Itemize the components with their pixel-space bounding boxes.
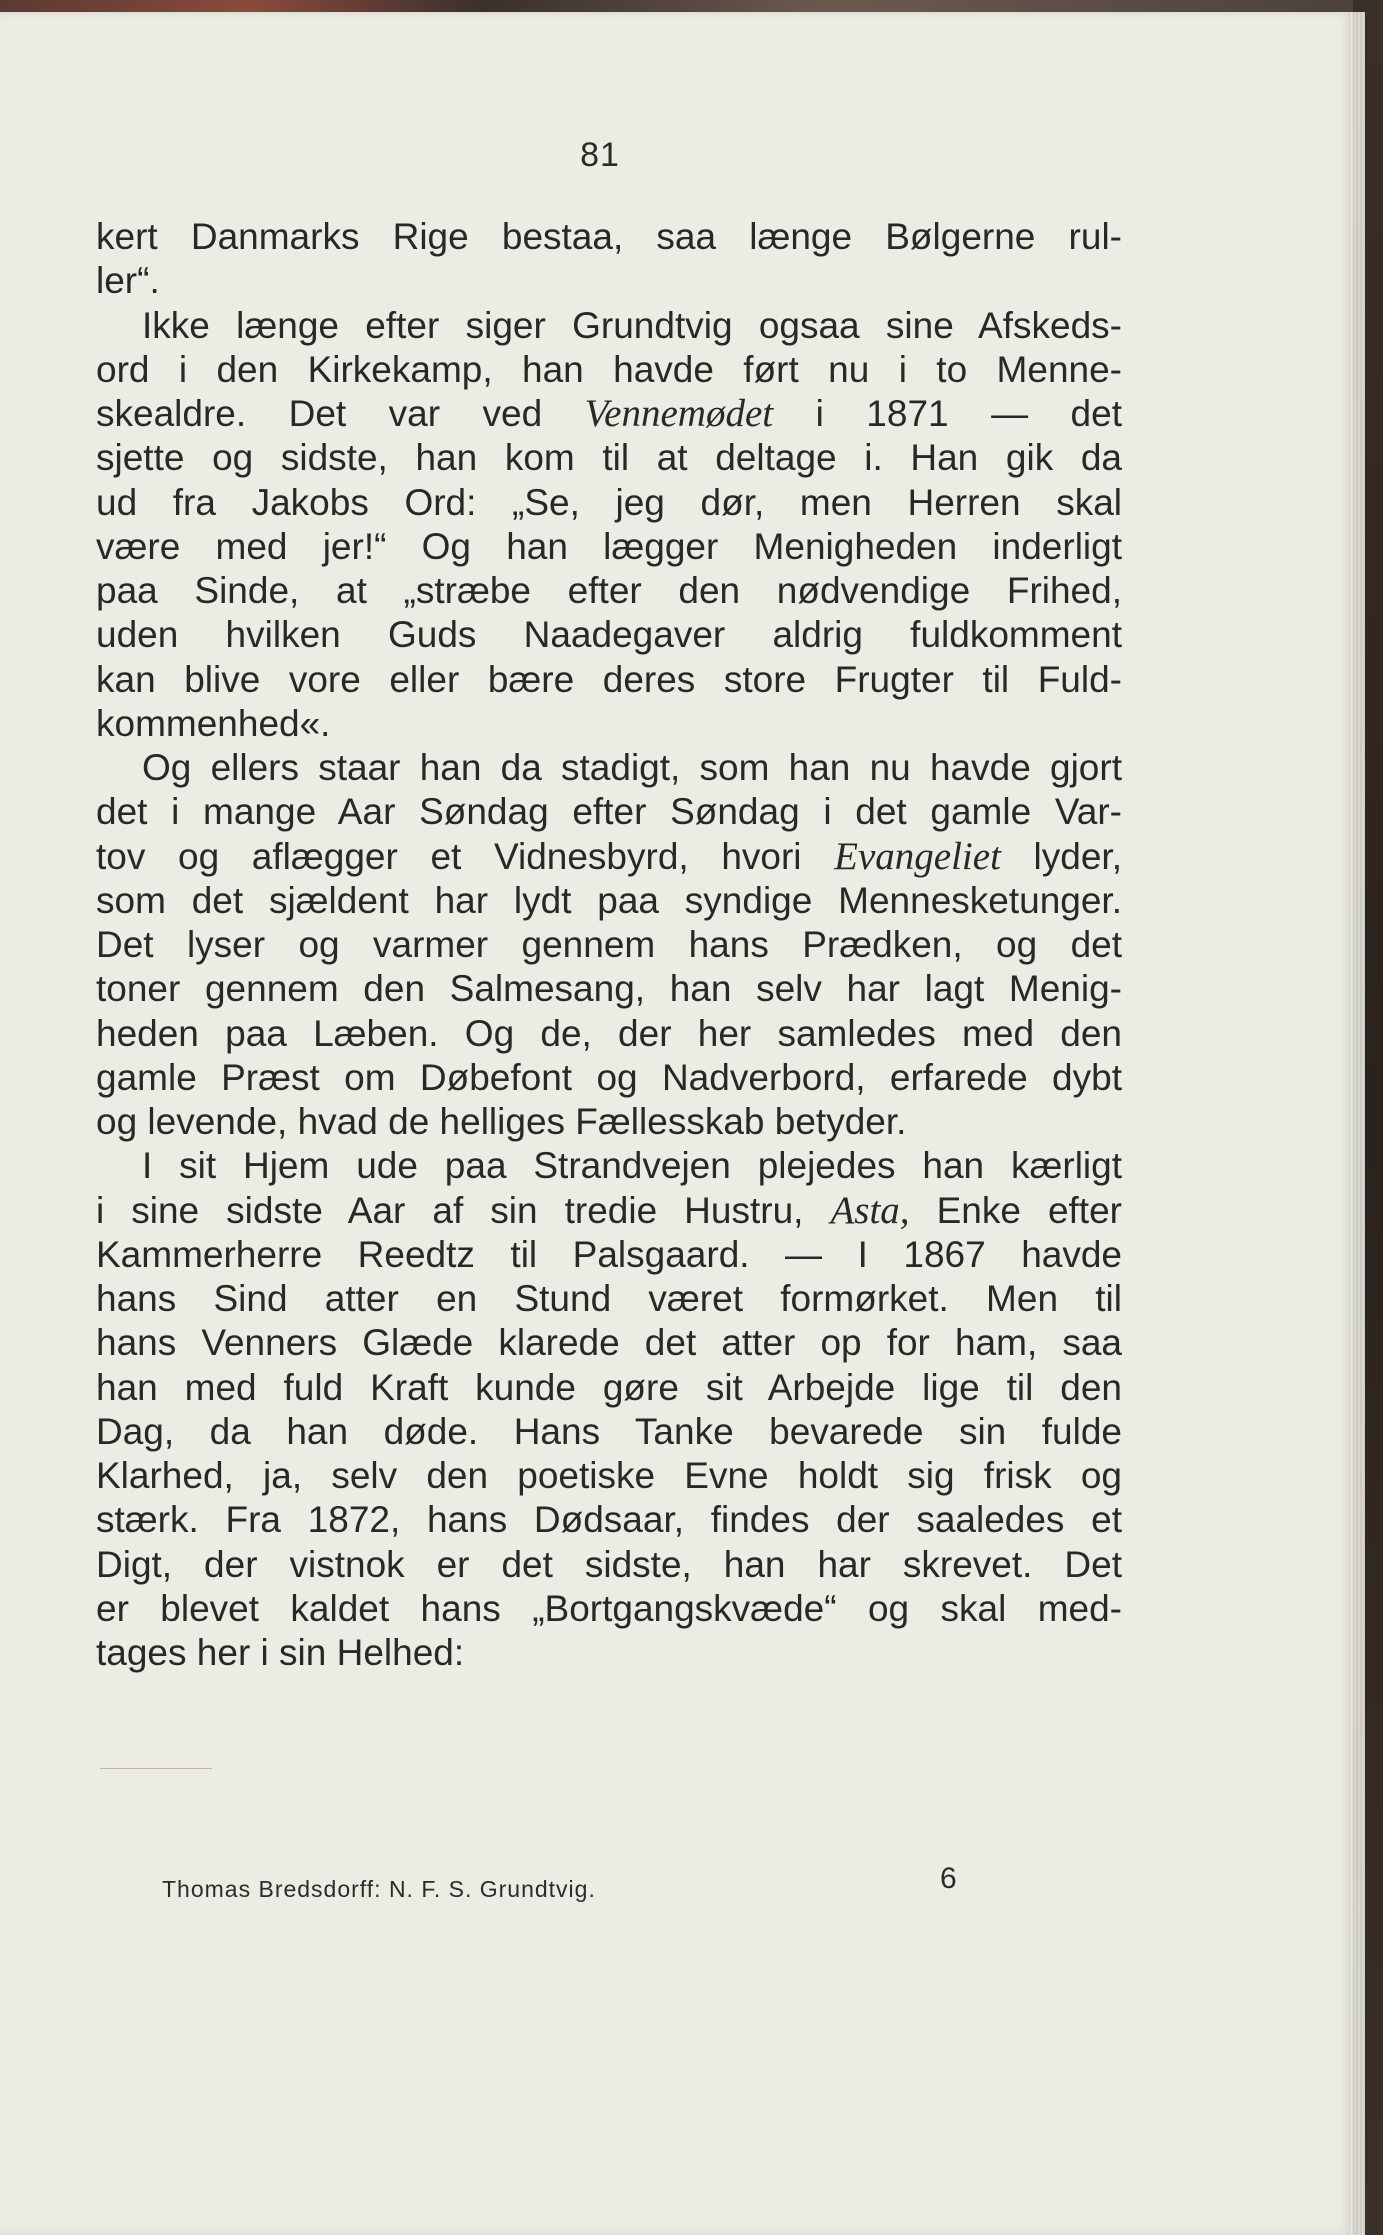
text-line: Og ellers staar han da stadigt, som han nu havde gjort xyxy=(142,747,1122,788)
text-line: ler“. xyxy=(96,260,160,302)
page-edge xyxy=(1351,12,1365,2235)
text-line: sjette og sidste, han kom til at deltage i. Han gik da xyxy=(96,437,1122,479)
text-line: Kammerherre Reedtz til Palsgaard. — I 1867 havde xyxy=(96,1233,1122,1275)
text-line: uden hvilken Guds Naadegaver aldrig fuldkomment xyxy=(96,614,1122,656)
text-line: han med fuld Kraft kunde gøre sit Arbejde lige til den xyxy=(96,1366,1122,1408)
text-line: ord i den Kirkekamp, han havde ført nu i to Menne- xyxy=(96,348,1122,390)
text-segment: i sine sidste Aar af sin tredie Hustru, xyxy=(96,1189,831,1231)
body-text xyxy=(96,215,1122,1675)
footer-author-title: Thomas Bredsdorff: N. F. S. Grundtvig. xyxy=(162,1876,596,1902)
text-line: er blevet kaldet hans „Bortgangskvæde“ og skal med- xyxy=(96,1587,1122,1629)
text-line: Digt, der vistnok er det sidste, han har skrevet. Det xyxy=(96,1543,1122,1585)
text-segment: i 1871 — det xyxy=(773,393,1122,434)
text-line: gamle Præst om Døbefont og Nadverbord, erfarede dybt xyxy=(96,1056,1122,1098)
text-line: hans Sind atter en Stund været formørket. Men til xyxy=(96,1278,1122,1319)
text-line: tages her i sin Helhed: xyxy=(96,1632,465,1673)
text-line xyxy=(96,1189,1122,1233)
footer-rule xyxy=(100,1768,212,1769)
signature-mark: 6 xyxy=(940,1862,957,1895)
text-line: I sit Hjem ude paa Strandvejen plejedes han kærligt xyxy=(142,1145,1122,1187)
emphasized-term: Vennemødet xyxy=(584,392,774,435)
text-segment: Enke efter xyxy=(909,1189,1122,1231)
text-line: som det sjældent har lydt paa syndige Mennesketunger. xyxy=(96,879,1122,921)
text-line: Det lyser og varmer gennem hans Prædken, og det xyxy=(96,924,1122,965)
text-segment: tov og aflægger et Vidnesbyrd, hvori xyxy=(96,835,835,877)
text-segment: lyder, xyxy=(1000,835,1122,877)
text-line: hans Venners Glæde klarede det atter op for ham, saa xyxy=(96,1322,1122,1364)
text-line xyxy=(96,392,1122,436)
text-line: det i mange Aar Søndag efter Søndag i det gamle Var- xyxy=(96,791,1122,833)
text-line: Ikke længe efter siger Grundtvig ogsaa sine Afskeds- xyxy=(142,304,1122,346)
emphasized-term: Asta, xyxy=(830,1188,910,1232)
text-segment: skealdre. Det var ved xyxy=(96,393,585,434)
text-line: ud fra Jakobs Ord: „Se, jeg dør, men Herren skal xyxy=(96,481,1122,523)
text-line: toner gennem den Salmesang, han selv har lagt Menig- xyxy=(96,968,1122,1010)
text-line: stærk. Fra 1872, hans Dødsaar, findes der saaledes et xyxy=(96,1499,1122,1541)
text-line: paa Sinde, at „stræbe efter den nødvendige Frihed, xyxy=(96,570,1122,611)
text-line: og levende, hvad de helliges Fællesskab betyder. xyxy=(96,1101,907,1142)
text-line: være med jer!“ Og han lægger Menigheden inderligt xyxy=(96,525,1122,567)
text-line: Dag, da han døde. Hans Tanke bevarede sin fulde xyxy=(96,1410,1122,1452)
emphasized-term: Evangeliet xyxy=(834,834,1001,878)
text-line: heden paa Læben. Og de, der her samledes med den xyxy=(96,1012,1122,1054)
page-number: 81 xyxy=(580,136,620,174)
text-line: kert Danmarks Rige bestaa, saa længe Bølgerne rul- xyxy=(96,216,1122,257)
text-line xyxy=(96,835,1122,879)
text-line: Klarhed, ja, selv den poetiske Evne holdt sig frisk og xyxy=(96,1455,1122,1496)
text-line: kan blive vore eller bære deres store Frugter til Fuld- xyxy=(96,658,1122,700)
text-line: kommenhed«. xyxy=(96,702,331,744)
